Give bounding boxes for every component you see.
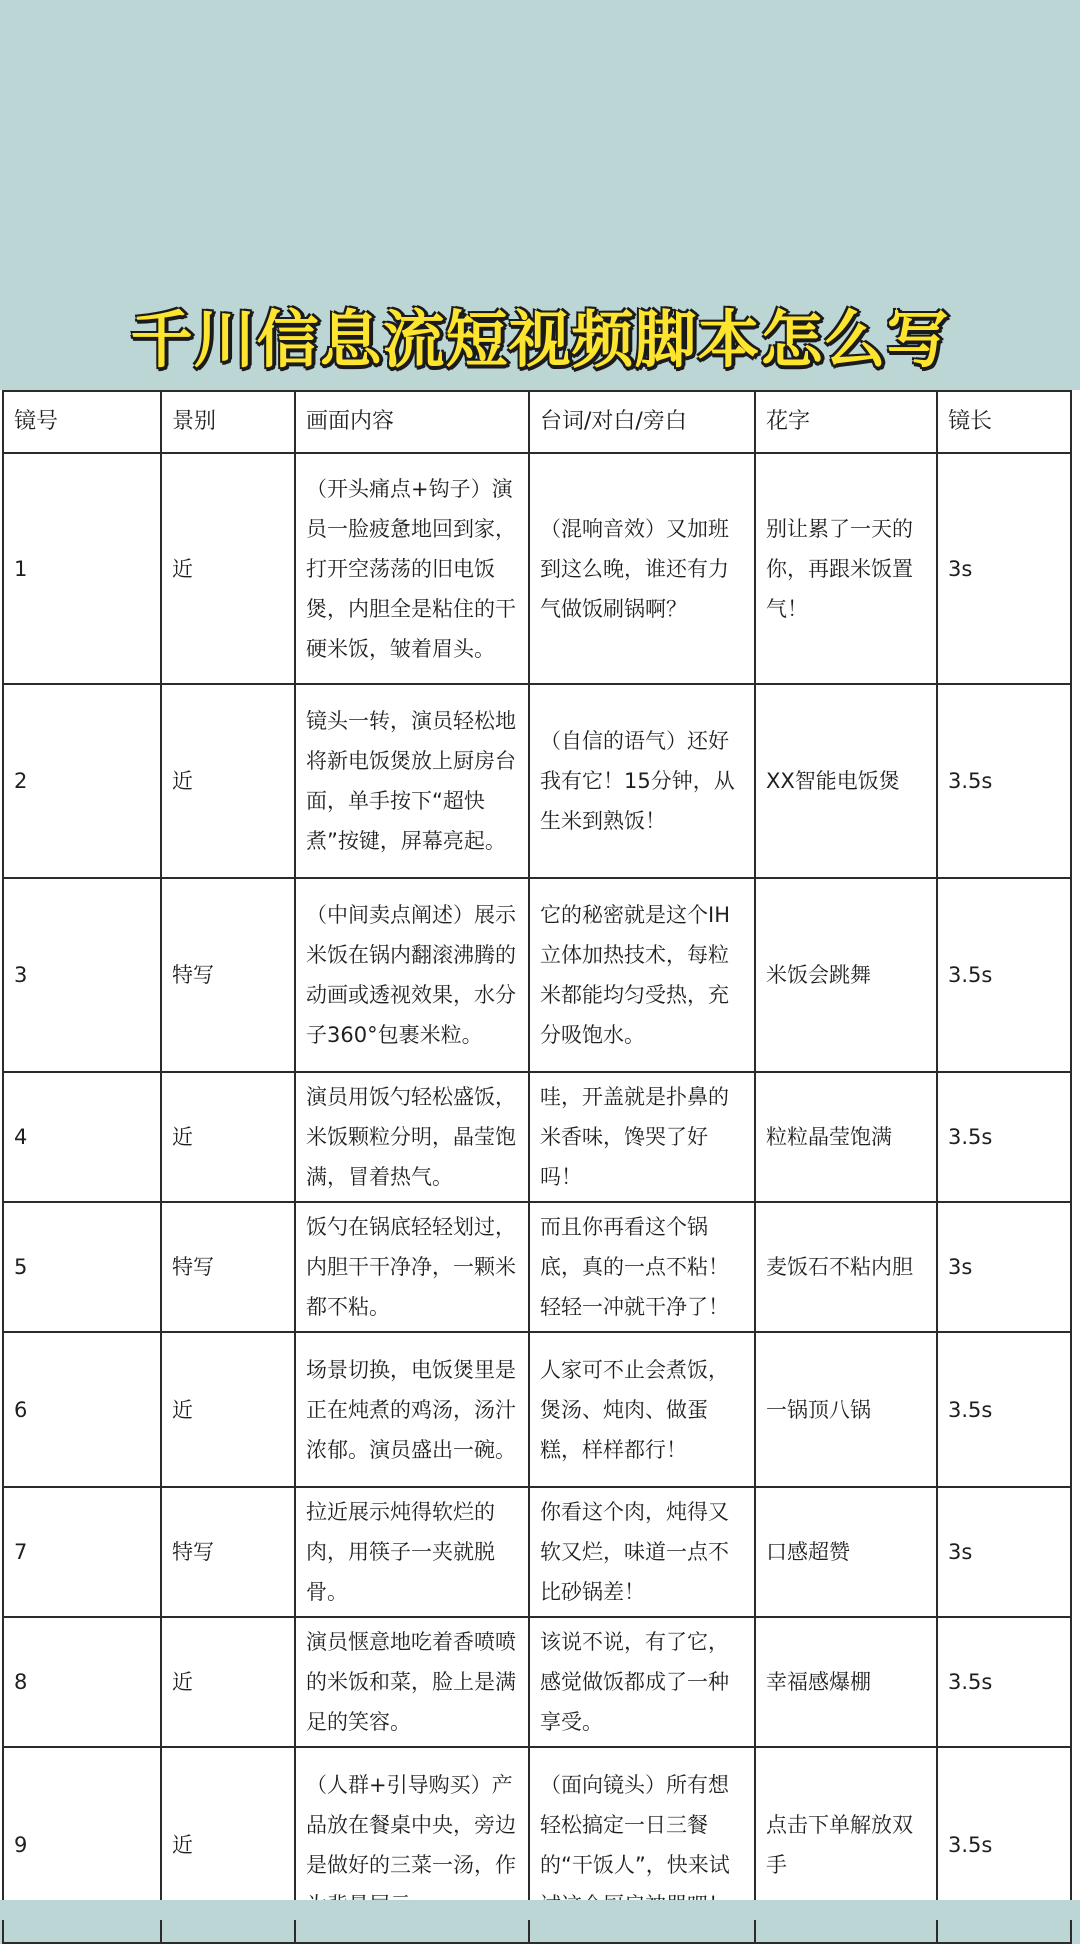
shot-length: 3s [937, 1202, 1071, 1332]
caption-text: 点击下单解放双手 [755, 1747, 937, 1943]
shot-number: 3 [3, 878, 161, 1072]
dialogue: （面向镜头）所有想轻松搞定一日三餐的“干饭人”，快来试 [529, 1747, 755, 1943]
dialogue: （混响音效）又加班到这么晚，谁还有力气做饭刷锅啊？ [529, 453, 755, 684]
dialogue: 该说不说，有了它，感觉做饭都成了一种享受。 [529, 1617, 755, 1747]
header-shot-number: 镜号 [3, 391, 161, 453]
shot-size: 近 [161, 1072, 295, 1202]
shot-length: 3.5s [937, 684, 1071, 878]
shot-number: 9 [3, 1747, 161, 1943]
shot-size: 近 [161, 1332, 295, 1487]
page-title: 千川信息流短视频脚本怎么写 [130, 303, 950, 376]
dialogue: 而且你再看这个锅底，真的一点不粘！轻轻一冲就干净了！ [529, 1202, 755, 1332]
scene-content: 演员惬意地吃着香喷喷的米饭和菜，脸上是满足的笑容。 [295, 1617, 529, 1747]
shot-number: 8 [3, 1617, 161, 1747]
header-shot-size: 景别 [161, 391, 295, 453]
table-row [3, 1202, 1071, 1332]
script-sheet [0, 390, 1080, 1900]
header-scene-content: 画面内容 [295, 391, 529, 453]
header-dialogue: 台词/对白/旁白 [529, 391, 755, 453]
shot-size: 近 [161, 684, 295, 878]
shot-length: 3s [937, 453, 1071, 684]
shot-size: 近 [161, 1747, 295, 1943]
shot-size: 特写 [161, 878, 295, 1072]
shot-number: 2 [3, 684, 161, 878]
scene-content: 拉近展示炖得软烂的肉，用筷子一夹就脱骨。 [295, 1487, 529, 1617]
header-shot-length: 镜长 [937, 391, 1071, 453]
dialogue: 人家可不止会煮饭，煲汤、炖肉、做蛋糕，样样都行！ [529, 1332, 755, 1487]
shot-size: 特写 [161, 1202, 295, 1332]
table-row [3, 1332, 1071, 1487]
caption-text: XX智能电饭煲 [755, 684, 937, 878]
scene-content: （开头痛点+钩子）演员一脸疲惫地回到家，打开空荡荡的旧电饭煲，内胆全是粘住的干硬米饭，皱着眉头。 [295, 453, 529, 684]
table-header-row [3, 391, 1071, 453]
caption-text: 幸福感爆棚 [755, 1617, 937, 1747]
dialogue: 它的秘密就是这个IH立体加热技术，每粒米都能均匀受热，充分吸饱水。 [529, 878, 755, 1072]
footer-background [0, 1900, 1080, 1920]
table-row [3, 878, 1071, 1072]
scene-content: 场景切换，电饭煲里是正在炖煮的鸡汤，汤汁浓郁。演员盛出一碗。 [295, 1332, 529, 1487]
shot-length: 3.5s [937, 1617, 1071, 1747]
dialogue: （自信的语气）还好我有它！15分钟，从生米到熟饭！ [529, 684, 755, 878]
caption-text: 麦饭石不粘内胆 [755, 1202, 937, 1332]
caption-text: 粒粒晶莹饱满 [755, 1072, 937, 1202]
table-row [3, 453, 1071, 684]
table-row [3, 1617, 1071, 1747]
dialogue: 你看这个肉，炖得又软又烂，味道一点不比砂锅差！ [529, 1487, 755, 1617]
shot-number: 6 [3, 1332, 161, 1487]
shot-size: 近 [161, 453, 295, 684]
shot-length: 3.5s [937, 1747, 1071, 1943]
caption-text: 别让累了一天的你，再跟米饭置气！ [755, 453, 937, 684]
table-row [3, 1487, 1071, 1617]
caption-text: 一锅顶八锅 [755, 1332, 937, 1487]
dialogue: 哇，开盖就是扑鼻的米香味，馋哭了好吗！ [529, 1072, 755, 1202]
caption-text: 口感超赞 [755, 1487, 937, 1617]
shot-number: 7 [3, 1487, 161, 1617]
header-caption: 花字 [755, 391, 937, 453]
shot-size: 特写 [161, 1487, 295, 1617]
shot-size: 近 [161, 1617, 295, 1747]
shot-number: 1 [3, 453, 161, 684]
table-row [3, 684, 1071, 878]
table-row [3, 1072, 1071, 1202]
shot-length: 3.5s [937, 1332, 1071, 1487]
shot-length: 3.5s [937, 1072, 1071, 1202]
shot-number: 4 [3, 1072, 161, 1202]
scene-content: 演员用饭勺轻松盛饭，米饭颗粒分明，晶莹饱满，冒着热气。 [295, 1072, 529, 1202]
scene-content: 饭勺在锅底轻轻划过，内胆干干净净，一颗米都不粘。 [295, 1202, 529, 1332]
shot-number: 5 [3, 1202, 161, 1332]
scene-content: （中间卖点阐述）展示米饭在锅内翻滚沸腾的动画或透视效果，水分子360°包裹米粒。 [295, 878, 529, 1072]
shot-length: 3s [937, 1487, 1071, 1617]
scene-content: 镜头一转，演员轻松地将新电饭煲放上厨房台面，单手按下“超快煮”按键，屏幕亮起。 [295, 684, 529, 878]
script-table [2, 390, 1072, 1944]
caption-text: 米饭会跳舞 [755, 878, 937, 1072]
shot-length: 3.5s [937, 878, 1071, 1072]
scene-content: （人群+引导购买）产品放在餐桌中央，旁边是做好的三菜一汤，作 [295, 1747, 529, 1943]
